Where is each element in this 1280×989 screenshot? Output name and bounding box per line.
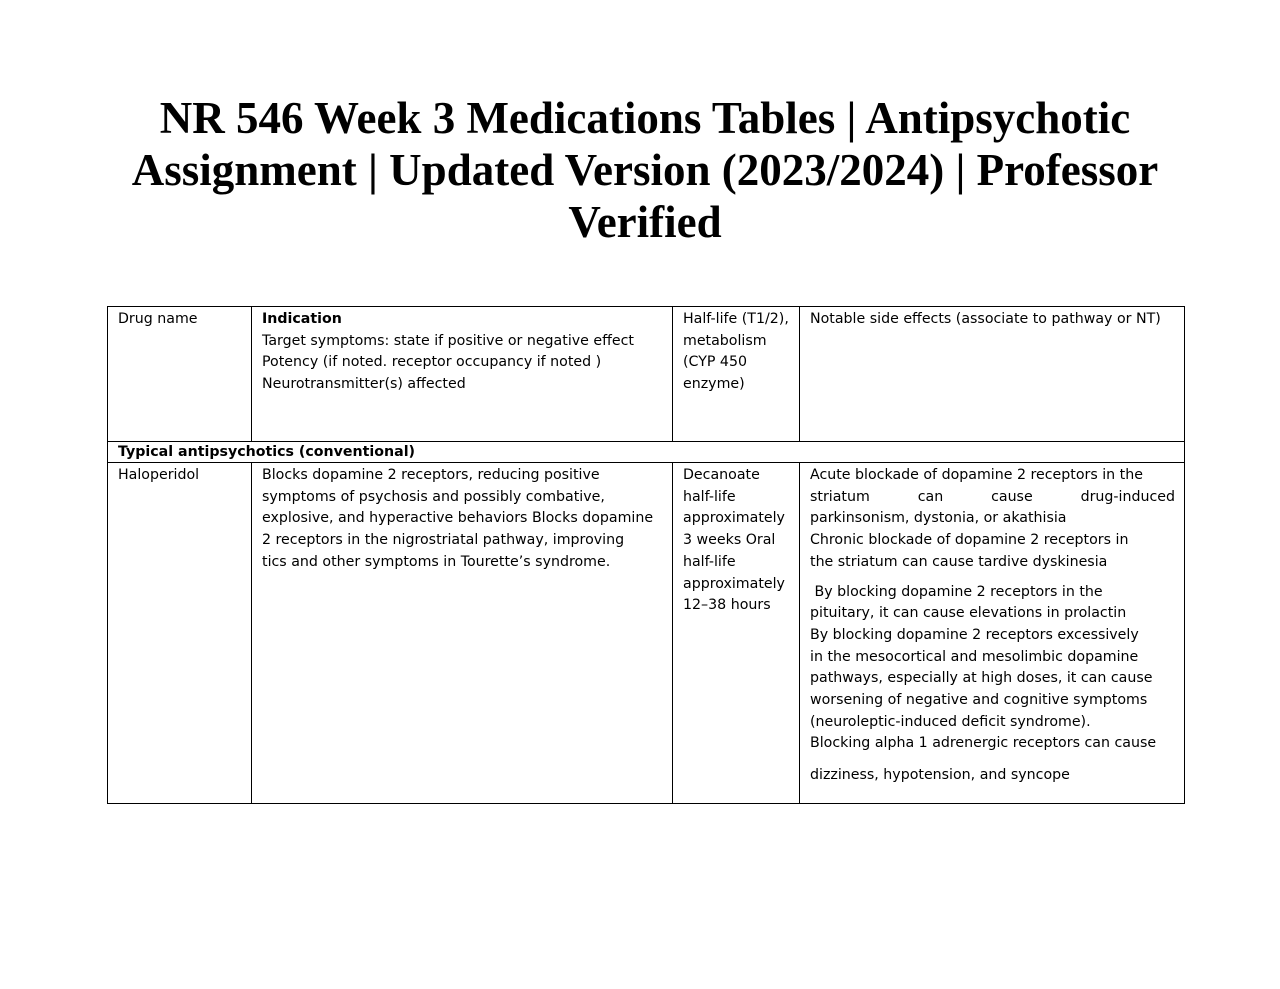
title-line: Verified	[568, 197, 722, 247]
title-line: NR 546 Week 3 Medications Tables | Antipsychotic	[159, 93, 1131, 143]
cell-side-effects: Acute blockade of dopamine 2 receptors in the striatum can cause drug-induced parkinsonism, dystonia, or akathisia Chronic blockade of dopamine 2 receptors in the striatum can cause tardive dyskinesia By blocking dopamine 2 receptors in the pituitary, it can cause elevations in prolactin By blocking dopamine 2 receptors excessively in the mesocortical and mesolimbic dopamine pathways, especially at high doses, it can cause worsening of negative and cognitive symptoms (neuroleptic-induced deficit syndrome). Blocking alpha 1 adrenergic receptors can cause dizziness, hypotension, and syncope	[800, 463, 1185, 804]
header-indication-line: Target symptoms: state if positive or negative effect	[262, 332, 634, 349]
section-label: Typical antipsychotics (conventional)	[108, 442, 1185, 463]
title-line: Assignment | Updated Version (2023/2024) | Professor	[131, 145, 1159, 195]
table-section-row	[108, 442, 1185, 463]
header-indication-title: Indication	[262, 311, 342, 327]
header-drug-name: Drug name	[108, 307, 252, 442]
header-indication	[252, 307, 673, 442]
header-indication-line: Neurotransmitter(s) affected	[262, 376, 466, 393]
header-indication-line: Potency (if noted. receptor occupancy if noted )	[262, 354, 602, 371]
table-header-row	[108, 307, 1185, 442]
medications-table	[107, 306, 1185, 804]
page-title	[100, 92, 1190, 248]
header-side-effects: Notable side effects (associate to pathway or NT)	[800, 307, 1185, 442]
table-row	[108, 463, 1185, 804]
cell-indication: Blocks dopamine 2 receptors, reducing positive symptoms of psychosis and possibly combative, explosive, and hyperactive behaviors Blocks dopamine 2 receptors in the nigrostriatal pathway, improving tics and other symptoms in Tourette’s syndrome.	[252, 463, 673, 804]
cell-half-life: Decanoate half-life approximately 3 weeks Oral half-life approximately 12–38 hours	[673, 463, 800, 804]
cell-drug-name: Haloperidol	[108, 463, 252, 804]
header-half-life: Half-life (T1/2), metabolism (CYP 450 enzyme)	[673, 307, 800, 442]
